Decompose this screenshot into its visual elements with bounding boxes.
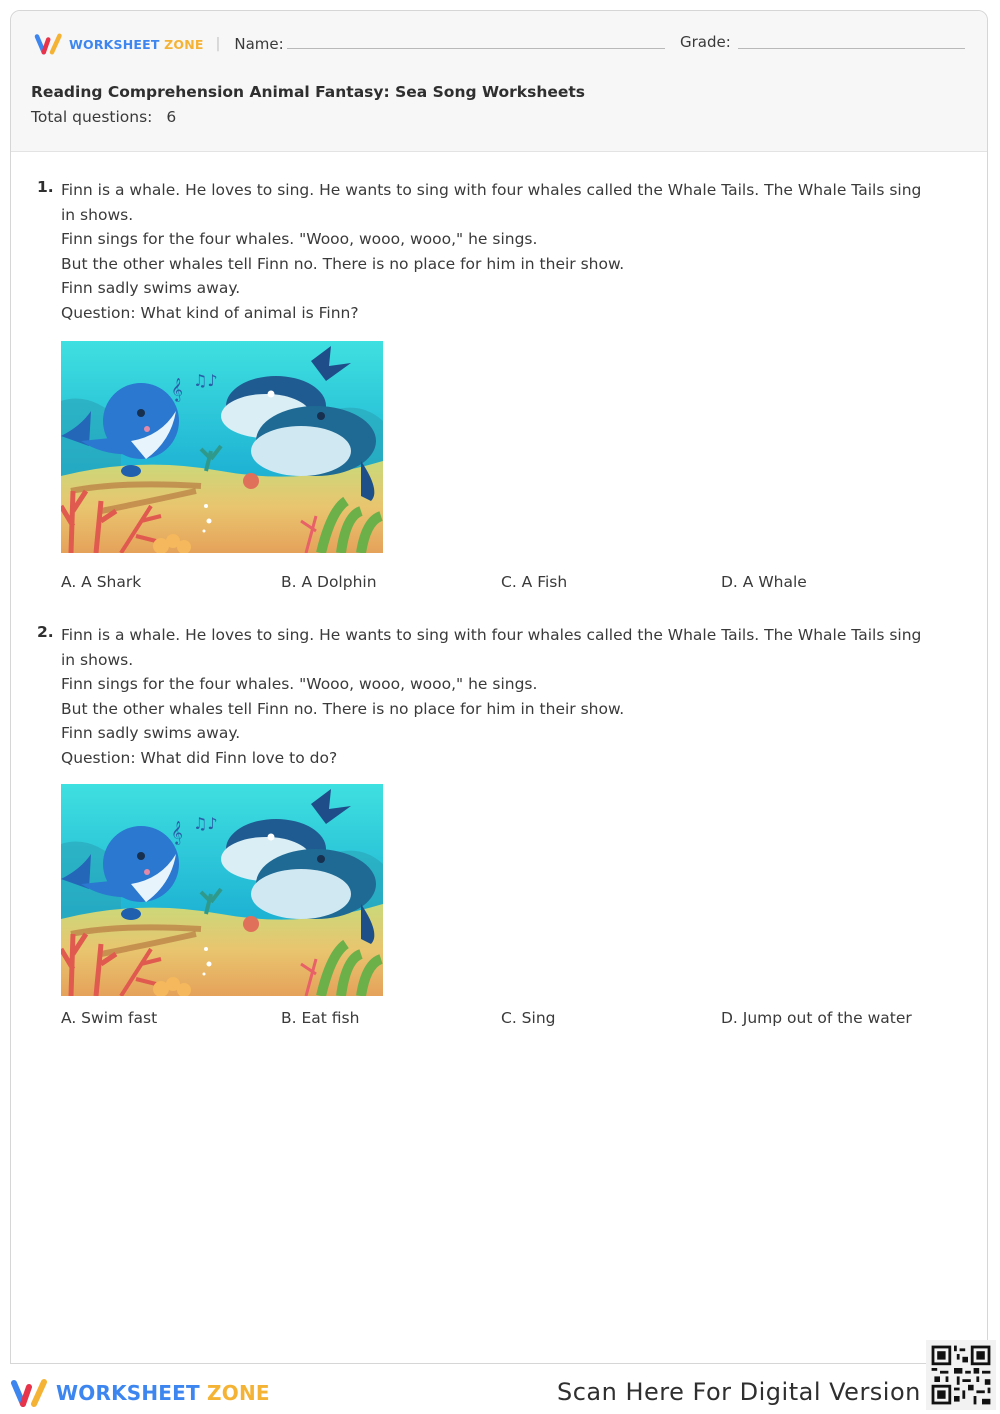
passage-line: But the other whales tell Finn no. There is no place for him in their show. bbox=[61, 254, 625, 273]
footer-brand-logo bbox=[10, 1377, 270, 1409]
question-number: 2. bbox=[37, 623, 54, 641]
brand-word-worksheet: WORKSHEET bbox=[56, 1381, 200, 1405]
total-questions-label: Total questions: bbox=[31, 108, 153, 126]
footer-brand-name bbox=[56, 1381, 270, 1405]
worksheetzone-logo-icon bbox=[10, 1377, 50, 1409]
passage-line: But the other whales tell Finn no. There is no place for him in their show. bbox=[61, 699, 625, 718]
question-prompt: Question: What did Finn love to do? bbox=[61, 748, 338, 767]
passage-line: Finn is a whale. He loves to sing. He wants to sing with four whales called the Whale Tails. The Whale Tails sing in shows. bbox=[61, 626, 922, 669]
scan-instruction: Scan Here For Digital Version bbox=[557, 1378, 921, 1406]
option-b[interactable]: B. A Dolphin bbox=[281, 573, 377, 591]
question-number: 1. bbox=[37, 178, 54, 196]
total-questions-value: 6 bbox=[166, 108, 177, 126]
name-label: Name: bbox=[234, 35, 284, 53]
passage-line: Finn is a whale. He loves to sing. He wants to sing with four whales called the Whale Tails. The Whale Tails sing in shows. bbox=[61, 181, 922, 224]
option-c[interactable]: C. A Fish bbox=[501, 573, 568, 591]
worksheet-page bbox=[10, 10, 988, 1364]
divider: | bbox=[215, 36, 221, 52]
name-field[interactable] bbox=[287, 48, 665, 49]
passage-line: Finn sadly swims away. bbox=[61, 724, 241, 742]
grade-label: Grade: bbox=[680, 33, 731, 51]
option-d[interactable]: D. A Whale bbox=[721, 573, 807, 591]
option-d[interactable]: D. Jump out of the water bbox=[721, 1009, 912, 1027]
passage-line: Finn sadly swims away. bbox=[61, 279, 241, 297]
answer-options bbox=[61, 573, 941, 591]
underwater-whales-illustration bbox=[61, 341, 383, 553]
total-questions bbox=[31, 108, 176, 126]
brand-word-zone: ZONE bbox=[207, 1381, 270, 1405]
passage-line: Finn sings for the four whales. "Wooo, wooo, wooo," he sings. bbox=[61, 675, 538, 693]
worksheetzone-logo-icon bbox=[33, 32, 65, 56]
underwater-whales-illustration bbox=[61, 784, 383, 996]
question-passage bbox=[61, 178, 931, 325]
brand-logo bbox=[33, 31, 284, 57]
question-prompt: Question: What kind of animal is Finn? bbox=[61, 303, 359, 322]
grade-field[interactable] bbox=[738, 48, 965, 49]
option-a[interactable]: A. A Shark bbox=[61, 573, 142, 591]
option-b[interactable]: B. Eat fish bbox=[281, 1009, 360, 1027]
answer-options bbox=[61, 1009, 941, 1027]
worksheet-header bbox=[11, 11, 987, 152]
worksheet-title: Reading Comprehension Animal Fantasy: Sea Song Worksheets bbox=[31, 83, 586, 101]
option-a[interactable]: A. Swim fast bbox=[61, 1009, 158, 1027]
question-passage bbox=[61, 623, 931, 770]
brand-name bbox=[69, 37, 204, 52]
brand-word-zone: ZONE bbox=[164, 36, 204, 52]
brand-word-worksheet: WORKSHEET bbox=[69, 36, 160, 52]
passage-line: Finn sings for the four whales. "Wooo, wooo, wooo," he sings. bbox=[61, 230, 538, 248]
option-c[interactable]: C. Sing bbox=[501, 1009, 556, 1027]
qr-code-icon[interactable] bbox=[926, 1340, 996, 1410]
